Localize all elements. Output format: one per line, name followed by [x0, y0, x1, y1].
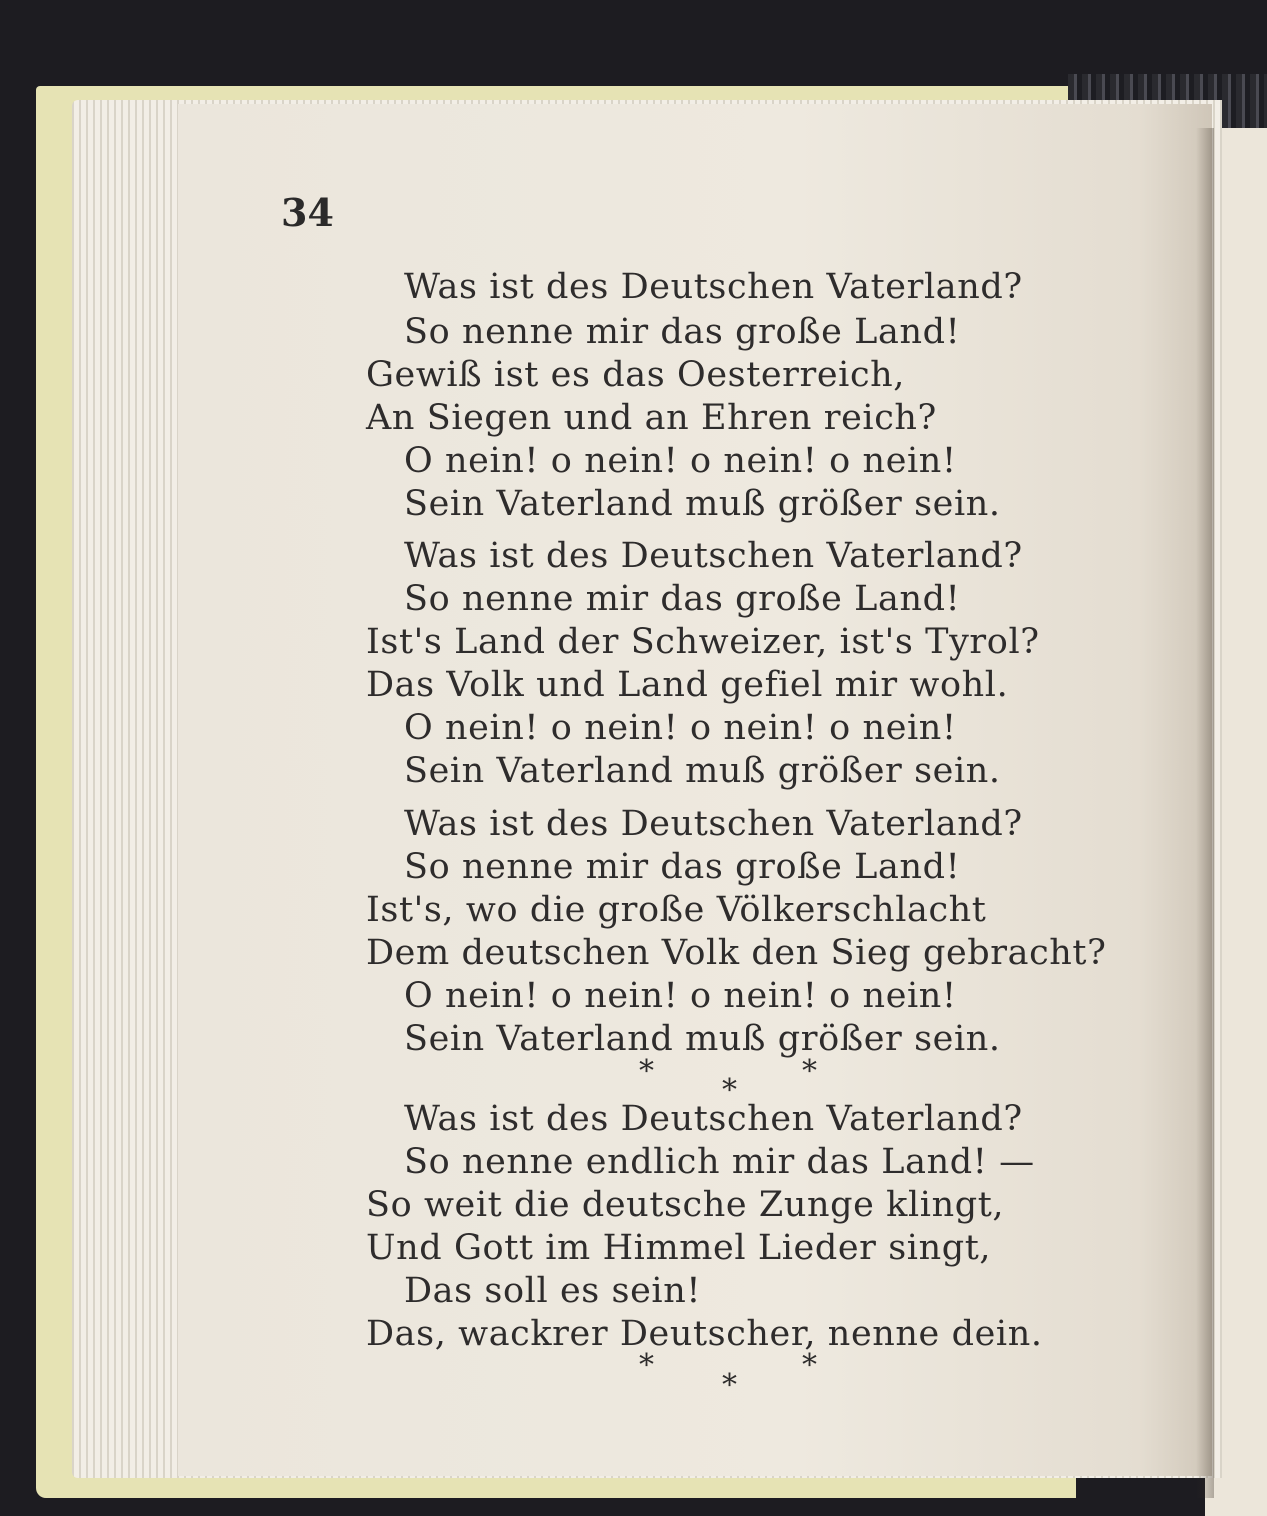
poem-line: Sein Vaterland muß größer sein. [404, 1019, 1001, 1059]
separator-star: * [802, 1054, 817, 1089]
poem-line: So nenne mir das große Land! [404, 847, 961, 887]
poem-line: So nenne endlich mir das Land! — [404, 1142, 1035, 1182]
poem-line: Was ist des Deutschen Vaterland? [404, 1099, 1023, 1139]
poem-line: An Siegen und an Ehren reich? [366, 398, 937, 438]
poem-line: Sein Vaterland muß größer sein. [404, 484, 1001, 524]
poem-line: Das Volk und Land gefiel mir wohl. [366, 665, 1009, 705]
poem-line: O nein! o nein! o nein! o nein! [404, 441, 957, 481]
poem-line: So weit die deutsche Zunge klingt, [366, 1185, 1005, 1225]
separator-star: * [639, 1348, 654, 1383]
poem-line: Das, wackrer Deutscher, nenne dein. [366, 1314, 1043, 1354]
poem-line: Sein Vaterland muß größer sein. [404, 751, 1001, 791]
separator-star: * [722, 1073, 737, 1108]
poem-line: O nein! o nein! o nein! o nein! [404, 708, 957, 748]
poem-line: Das soll es sein! [404, 1271, 702, 1311]
poem-line: So nenne mir das große Land! [404, 579, 961, 619]
poem-line: Was ist des Deutschen Vaterland? [404, 536, 1023, 576]
separator-star: * [802, 1348, 817, 1383]
poem-line: So nenne mir das große Land! [404, 312, 961, 352]
poem-line: O nein! o nein! o nein! o nein! [404, 976, 957, 1016]
poem-line: Ist's Land der Schweizer, ist's Tyrol? [366, 622, 1040, 662]
separator-star: * [722, 1368, 737, 1403]
poem-line: Ist's, wo die große Völkerschlacht [366, 890, 987, 930]
poem-line: Dem deutschen Volk den Sieg gebracht? [366, 933, 1107, 973]
page-number: 34 [281, 190, 334, 235]
poem-line: Was ist des Deutschen Vaterland? [404, 267, 1023, 307]
poem-line: Und Gott im Himmel Lieder singt, [366, 1228, 992, 1268]
poem-line: Was ist des Deutschen Vaterland? [404, 804, 1023, 844]
poem-line: Gewiß ist es das Oesterreich, [366, 355, 906, 395]
separator-star: * [639, 1054, 654, 1089]
